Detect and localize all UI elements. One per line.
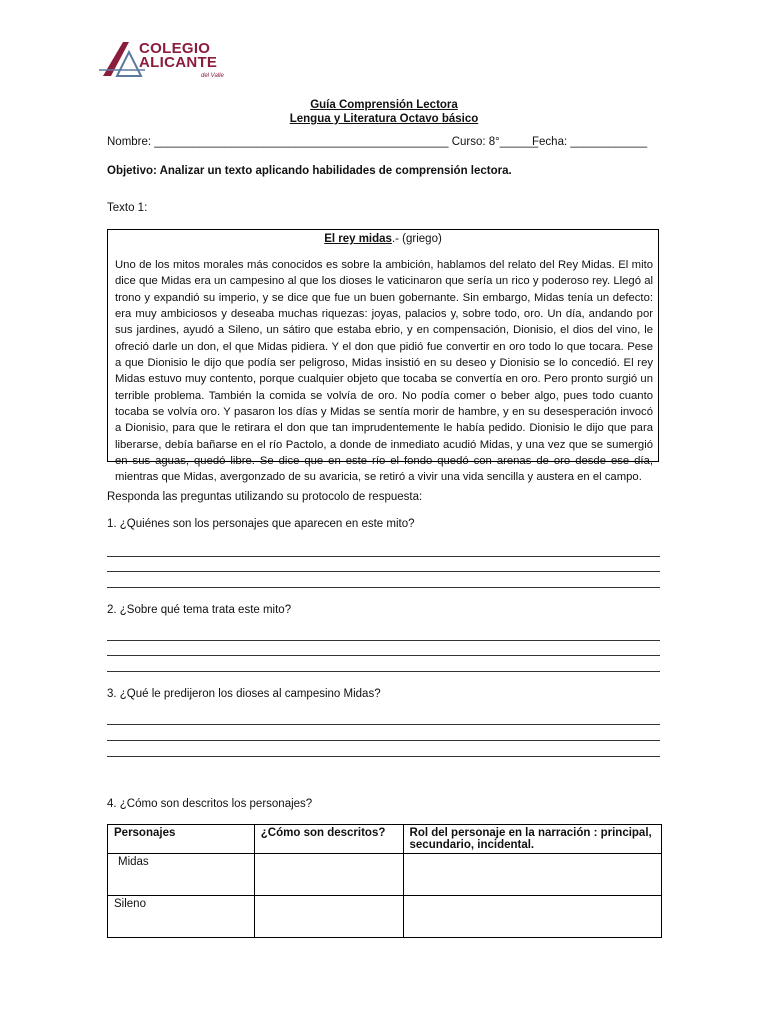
story-title <box>108 233 658 245</box>
cell-description[interactable] <box>254 896 403 938</box>
answer-line[interactable] <box>107 556 660 557</box>
cell-character-name: Midas <box>108 854 255 896</box>
instructions: Responda las preguntas utilizando su protocolo de respuesta: <box>107 491 423 503</box>
cell-role[interactable] <box>403 854 661 896</box>
answer-line[interactable] <box>107 740 660 741</box>
header-personajes: Personajes <box>108 825 255 854</box>
logo-text: COLEGIO ALICANTE <box>139 40 218 71</box>
question-4: 4. ¿Cómo son descritos los personajes? <box>107 798 313 810</box>
cell-character-name: Sileno <box>108 896 255 938</box>
question-2: 2. ¿Sobre qué tema trata este mito? <box>107 604 292 616</box>
answer-line[interactable] <box>107 640 660 641</box>
answer-line[interactable] <box>107 724 660 725</box>
answer-line[interactable] <box>107 756 660 757</box>
answer-line[interactable] <box>107 655 660 656</box>
doc-subtitle: Lengua y Literatura Octavo básico <box>289 113 479 125</box>
header-descritos: ¿Cómo son descritos? <box>254 825 403 854</box>
story-title-origin: .- (griego) <box>391 233 442 245</box>
story-body: Uno de los mitos morales más conocidos es sobre la ambición, hablamos del relato del Rey Midas. El mito dice que Midas era un campesino al que los dioses le vaticinaron que sería un rico y poderoso rey. Llegó al trono y expandió su imperio, y se dice que fue un buen gobernante. Sin embargo, Midas tenía un defecto: era muy ambiciosos y deseaba muchas riquezas: joyas, palacios y, sobre todo, oro. Un día, andando por sus jardines, ayudó a Sileno, un sátiro que estaba ebrio, y en compensación, Dionisio, el dios del vino, le ofreció darle un don, el que Midas pidiera. Y el don que pidió fue convertir en oro todo lo que tocara. Pese a que Dionisio le dijo que podía ser peligroso, Midas insistió en su deseo y Dionisio se lo concedió. El rey Midas estuvo muy contento, porque cualquier objeto que tocaba se convertía en oro. Pero pronto surgió un terrible problema. También la comida se volvía de oro. No podía comer o beber algo, pues todo cuanto tocaba se volvía oro. Y pasaron los días y Midas se sentía morir de hambre, y en su desesperación invocó a Dionisio, para que le retirara el don que tan imprudentemente le había pedido. Dionisio le dijo que para liberarse, debía bañarse en el río Pactolo, a donde de inmediato acudió Midas, y una vez que se sumergió en sus aguas, quedó libre. Se dice que en este río el fondo quedó con arenas de oro desde ese día, mientras que Midas, avergonzado de su avaricia, se retiró a vivir una vida sencilla y austera en el campo. <box>115 259 653 484</box>
question-1: 1. ¿Quiénes son los personajes que aparecen en este mito? <box>107 518 415 530</box>
objective: Objetivo: Analizar un texto aplicando habilidades de comprensión lectora. <box>107 165 512 177</box>
cell-description[interactable] <box>254 854 403 896</box>
story-box <box>107 229 659 484</box>
date-field[interactable]: Fecha: ____________ <box>532 136 648 148</box>
question-3: 3. ¿Qué le predijeron los dioses al campesino Midas? <box>107 688 381 700</box>
answer-line[interactable] <box>107 587 660 588</box>
doc-title: Guía Comprensión Lectora <box>310 99 458 111</box>
answer-line[interactable] <box>107 671 660 672</box>
table-row <box>108 854 662 896</box>
table-row <box>108 896 662 938</box>
logo-subtitle: del Valle <box>201 73 224 79</box>
name-course-field[interactable]: Nombre: ______________________________________________ Curso: 8°______ <box>107 136 539 148</box>
school-logo <box>99 40 229 80</box>
cell-role[interactable] <box>403 896 661 938</box>
texto-label: Texto 1: <box>107 202 148 214</box>
table-header-row <box>108 825 662 854</box>
characters-table <box>107 824 662 938</box>
header-rol: Rol del personaje en la narración : principal, secundario, incidental. <box>403 825 661 854</box>
story-title-main: El rey midas <box>324 233 392 245</box>
answer-line[interactable] <box>107 571 660 572</box>
